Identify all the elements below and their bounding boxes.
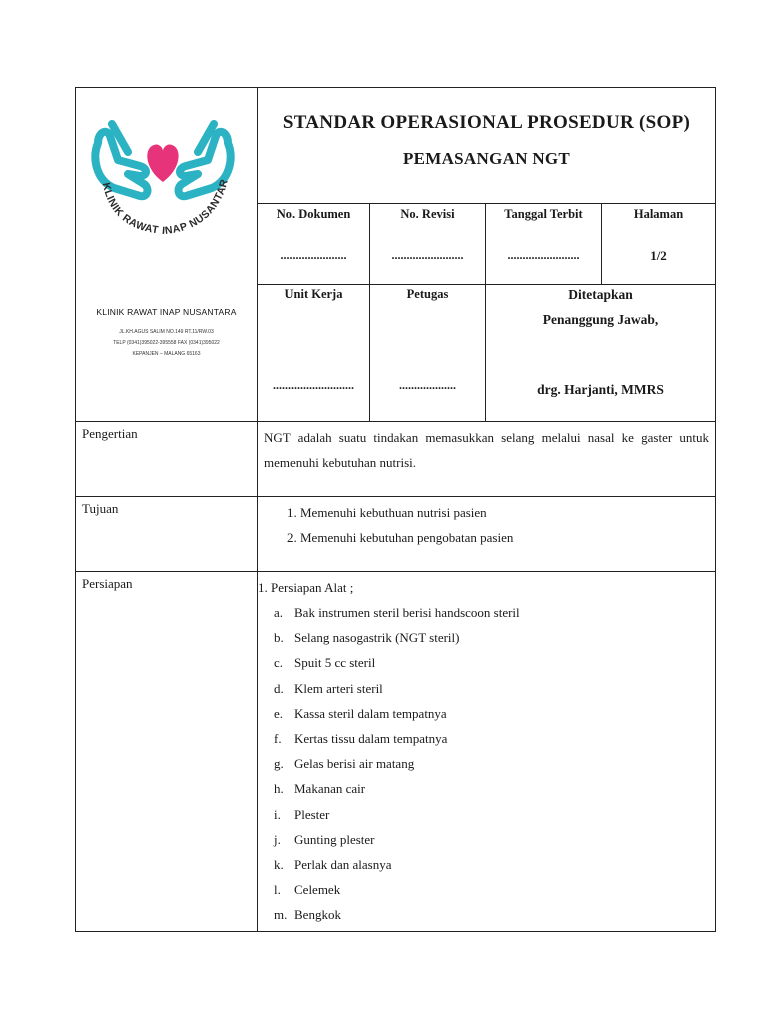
persiapan-alat-title: 1. Persiapan Alat ;: [258, 580, 354, 595]
list-item: a. Bak instrumen steril berisi handscoon steril: [274, 605, 520, 620]
clinic-address: [76, 327, 257, 360]
penanggung-jawab-label: Penanggung Jawab,: [542, 312, 659, 327]
halaman-label: Halaman: [633, 207, 684, 221]
tujuan-list: [264, 500, 709, 550]
unit-kerja-cell: [258, 285, 370, 422]
clinic-logo: [88, 118, 238, 238]
unit-kerja-label: Unit Kerja: [284, 287, 343, 301]
no-dokumen-cell: [258, 204, 370, 285]
clinic-phone-line: TELP (0341)395022-395558 FAX (0341)395022: [113, 340, 220, 346]
list-item: 1. Memenuhi kebuthuan nutrisi pasien: [300, 500, 709, 525]
logo-text: KLINIK RAWAT INAP NUSANTAR: [99, 177, 231, 238]
tanggal-terbit-cell: [486, 204, 602, 285]
list-item: d. Klem arteri steril: [274, 680, 383, 696]
heart-icon: [147, 145, 178, 182]
alat-list: [258, 600, 709, 928]
petugas-cell: [370, 285, 486, 422]
clinic-name: KLINIK RAWAT INAP NUSANTARA: [96, 307, 237, 317]
halaman-value: 1/2: [650, 248, 667, 263]
pengertian-label: Pengertian: [76, 422, 258, 497]
list-item: m. Bengkok: [274, 907, 341, 923]
ditetapkan-cell: [486, 285, 716, 422]
halaman-cell: [602, 204, 716, 285]
petugas-value: ...................: [399, 378, 456, 392]
sop-table: [75, 87, 716, 932]
persiapan-cell: [258, 572, 716, 932]
no-revisi-label: No. Revisi: [400, 207, 455, 221]
list-item: l. Celemek: [274, 882, 341, 898]
persiapan-label: Persiapan: [76, 572, 258, 932]
list-item: j. Gunting plester: [274, 831, 375, 847]
no-dokumen-label: No. Dokumen: [276, 207, 351, 221]
tujuan-cell: [258, 497, 716, 572]
list-item: k. Perlak dan alasnya: [274, 857, 392, 873]
signer-name: drg. Harjanti, MMRS: [537, 382, 664, 397]
unit-kerja-value: ...........................: [273, 378, 354, 392]
tanggal-terbit-label: Tanggal Terbit: [504, 207, 583, 221]
no-revisi-value: ........................: [391, 248, 464, 262]
list-item: h. Makanan cair: [274, 781, 366, 797]
sop-document: [75, 87, 715, 932]
clinic-address-line: JL.KH.AGUS SALIM NO.149 RT.11/RW.03: [119, 329, 214, 335]
list-item: 2. Memenuhi kebutuhan pengobatan pasien: [300, 525, 709, 550]
pengertian-text: NGT adalah suatu tindakan memasukkan selang melalui nasal ke gaster untuk memenuhi kebutuhan nutrisi.: [258, 422, 716, 497]
list-item: c. Spuit 5 cc steril: [274, 655, 376, 671]
document-subtitle: PEMASANGAN NGT: [402, 149, 571, 168]
title-cell: [258, 88, 716, 204]
no-dokumen-value: ......................: [280, 248, 347, 262]
clinic-city-line: KEPANJEN – MALANG 65163: [132, 351, 201, 357]
list-item: e. Kassa steril dalam tempatnya: [274, 705, 447, 721]
list-item: i. Plester: [274, 806, 330, 822]
tanggal-terbit-value: ........................: [507, 248, 580, 262]
no-revisi-cell: [370, 204, 486, 285]
ditetapkan-label: Ditetapkan: [568, 287, 633, 302]
list-item: g. Gelas berisi air matang: [274, 756, 415, 772]
list-item: b. Selang nasogastrik (NGT steril): [274, 630, 460, 646]
document-title: STANDAR OPERASIONAL PROSEDUR (SOP): [282, 112, 691, 133]
logo-cell: [76, 88, 258, 422]
petugas-label: Petugas: [406, 287, 449, 301]
tujuan-label: Tujuan: [76, 497, 258, 572]
list-item: f. Kertas tissu dalam tempatnya: [274, 731, 448, 747]
